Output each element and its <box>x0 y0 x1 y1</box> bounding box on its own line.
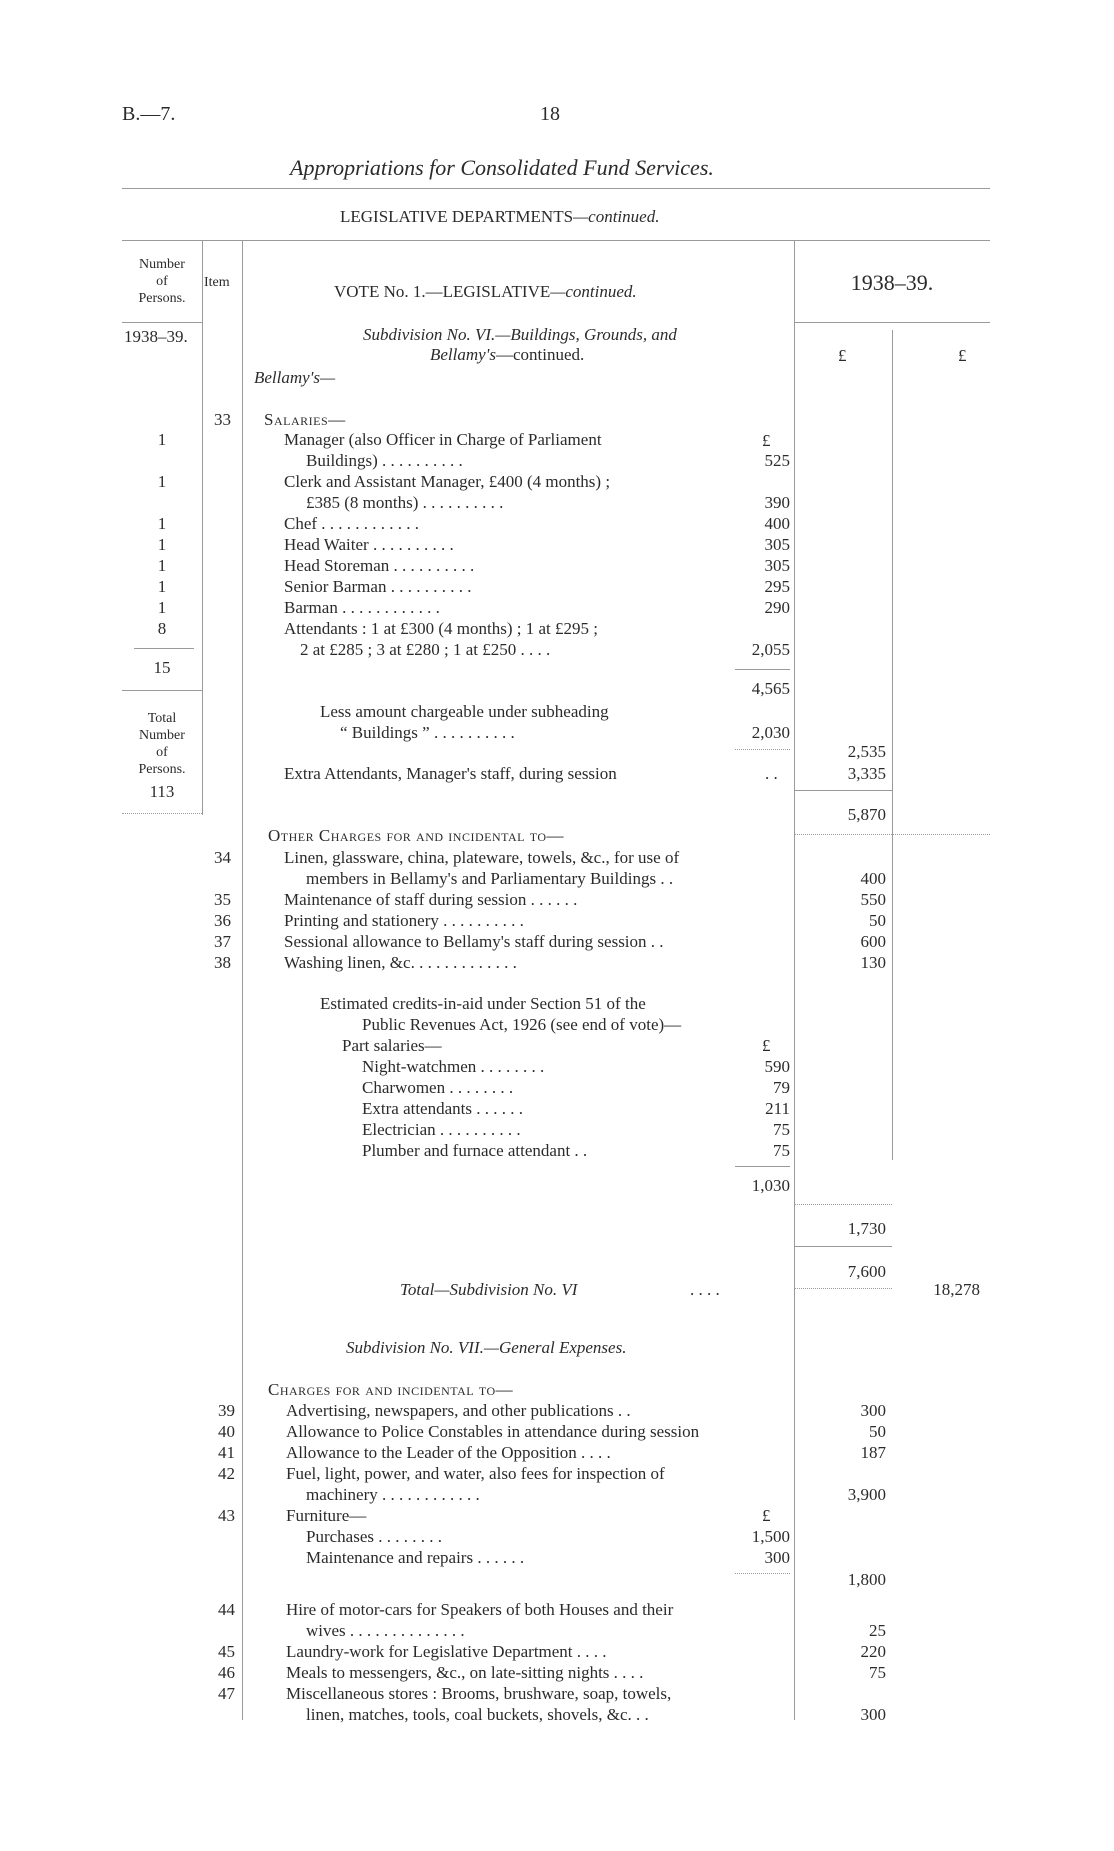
credit-amount: 75 <box>773 1141 790 1160</box>
salary-amount: 390 <box>764 493 790 512</box>
subdivision-7-heading: Subdivision No. VII.—General Expenses. <box>346 1338 627 1357</box>
charge-label: Linen, glassware, china, plateware, towels, &c., for use of <box>284 848 680 867</box>
furniture-total: 1,800 <box>847 1570 886 1589</box>
vote-heading: VOTE No. 1.—LEGISLATIVE—continued. <box>334 282 637 301</box>
expense-amount: 220 <box>860 1642 886 1661</box>
salary-amount: 2,055 <box>751 640 790 659</box>
expense-amount: 50 <box>869 1422 886 1441</box>
expense-label: Meals to messengers, &c., on late-sitting nights . . . . <box>286 1663 644 1682</box>
salary-label: Chef . . . . . . . . . . . . <box>284 514 420 533</box>
charge-amount: 550 <box>860 890 886 909</box>
salaries-gross-total: 4,565 <box>751 679 790 698</box>
item-number: 39 <box>218 1401 235 1420</box>
salaries-pound-sign: £ <box>762 431 771 450</box>
persons-count: 1 <box>157 577 167 596</box>
persons-count: 1 <box>157 514 167 533</box>
salary-label-cont: 2 at £285 ; 3 at £280 ; 1 at £250 . . . . <box>300 640 551 659</box>
less-chargeable-label-cont: “ Buildings ” . . . . . . . . . . <box>340 723 515 742</box>
purchases-label: Purchases . . . . . . . . <box>306 1527 442 1546</box>
salaries-total-rule <box>735 669 790 670</box>
department-heading: LEGISLATIVE DEPARTMENTS—continued. <box>340 207 660 226</box>
salary-amount: 290 <box>764 598 790 617</box>
item-number: 43 <box>218 1506 235 1525</box>
part-salaries-label: Part salaries— <box>342 1036 442 1055</box>
document-reference: B.—7. <box>122 103 176 125</box>
less-chargeable-label: Less amount chargeable under subheading <box>320 702 609 721</box>
amount-column-rule-2 <box>892 330 893 1160</box>
persons-count: 1 <box>157 472 167 491</box>
other-charges-total: 1,730 <box>847 1219 886 1238</box>
credit-label: Night-watchmen . . . . . . . . <box>362 1057 545 1076</box>
credits-pound-sign: £ <box>762 1036 771 1055</box>
persons-count: 1 <box>157 535 167 554</box>
item-number: 35 <box>214 890 231 909</box>
item-number: 36 <box>214 911 231 930</box>
item-number: 47 <box>218 1684 235 1703</box>
subdivision-6-total-label: Total—Subdivision No. VI <box>400 1280 578 1299</box>
expense-label: Miscellaneous stores : Brooms, brushware, soap, towels, <box>286 1684 672 1703</box>
salaries-sum: 5,870 <box>847 805 886 824</box>
item-column-header: Item <box>204 275 230 290</box>
credit-amount: 211 <box>765 1099 790 1118</box>
expense-amount: 187 <box>860 1443 886 1462</box>
salary-amount: 295 <box>764 577 790 596</box>
furniture-label: Furniture— <box>286 1506 367 1525</box>
persons-count: 1 <box>157 598 167 617</box>
bellamys-label: Bellamy's— <box>254 368 336 387</box>
item-number: 44 <box>218 1600 235 1619</box>
furniture-pound-sign: £ <box>762 1506 771 1525</box>
salary-amount: 305 <box>764 535 790 554</box>
item-number: 45 <box>218 1642 235 1661</box>
credits-in-aid-label-cont: Public Revenues Act, 1926 (see end of vote)— <box>362 1015 682 1034</box>
extra-attendants-label: Extra Attendants, Manager's staff, during session <box>284 764 617 783</box>
header-rule <box>122 188 990 189</box>
salary-amount: 305 <box>764 556 790 575</box>
extra-attendants-amount: 3,335 <box>847 764 886 783</box>
item-number: 41 <box>218 1443 235 1462</box>
pound-sign-col1: £ <box>838 346 847 365</box>
credits-in-aid-label: Estimated credits-in-aid under Section 51 of the <box>320 994 646 1013</box>
credit-amount: 79 <box>773 1078 790 1097</box>
salary-label: Barman . . . . . . . . . . . . <box>284 598 440 617</box>
credits-total-rule <box>735 1166 790 1167</box>
expense-label: Laundry-work for Legislative Department . . . . <box>286 1642 607 1661</box>
expense-amount: 3,900 <box>847 1485 886 1504</box>
credit-label: Electrician . . . . . . . . . . <box>362 1120 521 1139</box>
expense-label: Hire of motor-cars for Speakers of both Houses and their <box>286 1600 674 1619</box>
amount-column-rule-1 <box>794 240 795 1720</box>
expense-label: Allowance to Police Constables in attendance during session <box>286 1422 700 1441</box>
persons-end-rule <box>122 813 202 814</box>
total-persons: 113 <box>149 782 175 801</box>
credit-label: Charwomen . . . . . . . . <box>362 1078 514 1097</box>
furniture-rule <box>735 1573 790 1574</box>
expense-label: Advertising, newspapers, and other publications . . <box>286 1401 631 1420</box>
item-number: 38 <box>214 953 231 972</box>
expense-label-cont: machinery . . . . . . . . . . . . <box>306 1485 480 1504</box>
item-number: 33 <box>214 410 231 429</box>
credits-total: 1,030 <box>751 1176 790 1195</box>
salaries-label: Salaries— <box>264 410 346 429</box>
expense-label-cont: linen, matches, tools, coal buckets, shovels, &c. . . <box>306 1705 649 1724</box>
leader-dots: . . <box>765 764 778 783</box>
persons-total-rule <box>122 690 202 691</box>
expense-amount: 25 <box>869 1621 886 1640</box>
year-header-rule <box>794 322 990 323</box>
salary-amount: 400 <box>764 514 790 533</box>
subdivision-6-total: 18,278 <box>933 1280 980 1299</box>
year-column-header: 1938–39. <box>850 270 934 295</box>
persons-count: 8 <box>157 619 167 638</box>
persons-column-rule <box>202 240 203 815</box>
charge-label: Maintenance of staff during session . . . . . . <box>284 890 578 909</box>
charge-amount: 400 <box>860 869 886 888</box>
total-persons-label: Total Number of Persons. <box>138 711 186 777</box>
salary-label: Head Storeman . . . . . . . . . . <box>284 556 475 575</box>
salary-label-cont: Buildings) . . . . . . . . . . <box>306 451 463 470</box>
item-number: 40 <box>218 1422 235 1441</box>
subdivision-6-heading-cont: Bellamy's—continued. <box>430 345 585 364</box>
salary-label: Head Waiter . . . . . . . . . . <box>284 535 454 554</box>
persons-header-rule <box>122 322 202 323</box>
expense-label: Allowance to the Leader of the Opposition . . . . <box>286 1443 611 1462</box>
credit-amount: 590 <box>764 1057 790 1076</box>
salary-label-cont: £385 (8 months) . . . . . . . . . . <box>306 493 504 512</box>
expense-label-cont: wives . . . . . . . . . . . . . . <box>306 1621 465 1640</box>
persons-subtotal: 15 <box>153 658 171 677</box>
expense-amount: 75 <box>869 1663 886 1682</box>
purchases-amount: 1,500 <box>751 1527 790 1546</box>
subdiv-sum-end-rule <box>794 1288 892 1289</box>
table-top-rule <box>122 240 990 241</box>
charge-label: Washing linen, &c. . . . . . . . . . . . . <box>284 953 517 972</box>
charge-amount: 50 <box>869 911 886 930</box>
credit-label: Extra attendants . . . . . . <box>362 1099 523 1118</box>
item-number: 34 <box>214 848 231 867</box>
charges-label: Charges for and incidental to— <box>268 1380 514 1399</box>
pound-sign-col2: £ <box>958 346 967 365</box>
expense-label: Fuel, light, power, and water, also fees for inspection of <box>286 1464 665 1483</box>
leader-dots: . . . . <box>690 1280 720 1299</box>
salaries-sum-rule <box>794 790 892 791</box>
item-column-rule <box>242 240 243 1720</box>
other-total-rule <box>794 1204 892 1205</box>
less-rule <box>735 749 790 750</box>
persons-count: 1 <box>157 556 167 575</box>
item-number: 46 <box>218 1663 235 1682</box>
persons-subtotal-rule <box>134 648 194 649</box>
persons-count: 1 <box>157 430 167 449</box>
subdivision-6-sum: 7,600 <box>847 1262 886 1281</box>
credit-label: Plumber and furnace attendant . . <box>362 1141 588 1160</box>
charge-label-cont: members in Bellamy's and Parliamentary Buildings . . <box>306 869 674 888</box>
maintenance-amount: 300 <box>764 1548 790 1567</box>
subdiv-sum-rule <box>794 1246 892 1247</box>
salary-label: Manager (also Officer in Charge of Parliament <box>284 430 602 449</box>
net-salaries: 2,535 <box>847 742 886 761</box>
charge-label: Printing and stationery . . . . . . . . . . <box>284 911 524 930</box>
persons-year-label: 1938–39. <box>124 327 188 346</box>
other-charges-label: Other Charges for and incidental to— <box>268 826 565 845</box>
persons-column-header: Number of Persons. <box>138 257 186 306</box>
page-title: Appropriations for Consolidated Fund Services. <box>290 155 714 180</box>
expense-amount: 300 <box>860 1401 886 1420</box>
page-number: 18 <box>540 103 560 125</box>
salary-label: Attendants : 1 at £300 (4 months) ; 1 at £295 ; <box>284 619 598 638</box>
maintenance-label: Maintenance and repairs . . . . . . <box>306 1548 525 1567</box>
expense-amount: 300 <box>860 1705 886 1724</box>
charge-amount: 130 <box>860 953 886 972</box>
salary-label: Clerk and Assistant Manager, £400 (4 months) ; <box>284 472 611 491</box>
salary-label: Senior Barman . . . . . . . . . . <box>284 577 472 596</box>
credit-amount: 75 <box>773 1120 790 1139</box>
less-chargeable-amount: 2,030 <box>751 723 790 742</box>
salary-amount: 525 <box>764 451 790 470</box>
subdivision-6-heading: Subdivision No. VI.—Buildings, Grounds, and <box>363 325 677 344</box>
salaries-end-rule <box>794 834 990 835</box>
charge-amount: 600 <box>860 932 886 951</box>
item-number: 42 <box>218 1464 235 1483</box>
charge-label: Sessional allowance to Bellamy's staff during session . . <box>284 932 664 951</box>
item-number: 37 <box>214 932 231 951</box>
